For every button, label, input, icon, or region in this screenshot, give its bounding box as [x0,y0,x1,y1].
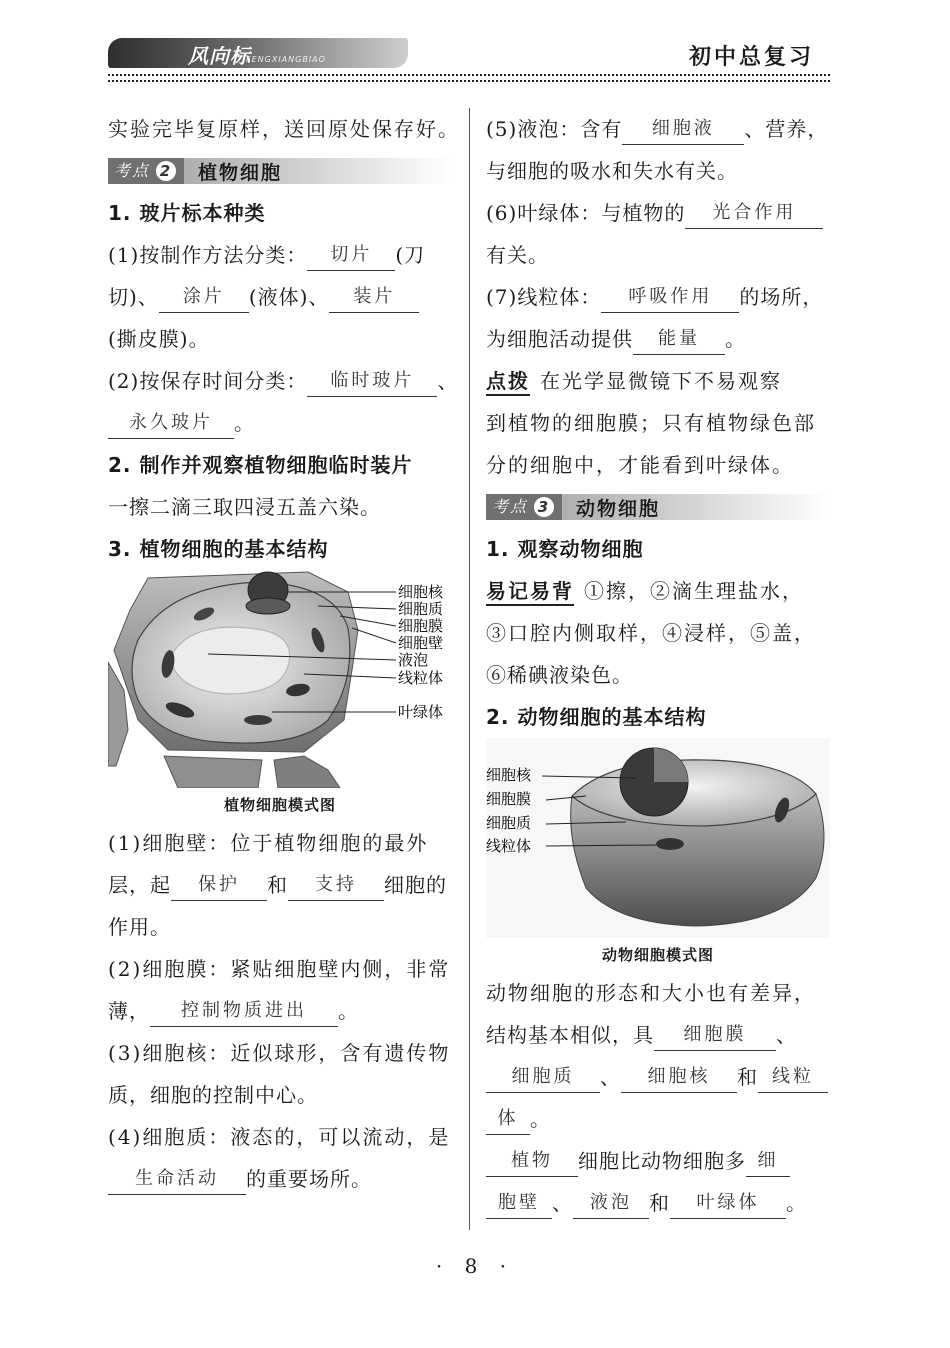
text-line: (7)线粒体： 呼吸作用 的场所， [486,276,830,318]
header-divider-2 [108,80,830,82]
answer-blank: 体 [486,1106,530,1135]
text-line: 有关。 [486,243,549,267]
animal-label-mitochondria: 线粒体 [486,837,532,855]
answer-blank: 细 [746,1148,790,1177]
text-line: 切)、 涂片 (液体)、 装片 [108,276,452,318]
section-label: 考点 [486,494,532,520]
subheading: 2. 动物细胞的基本结构 [486,705,707,729]
memo-line: ⑥稀碘液染色。 [486,663,633,687]
text-line: 质，细胞的控制中心。 [108,1083,318,1107]
text-line: (1)按制作方法分类： 切片 (刀 [108,234,452,276]
text-line: 植物 细胞比动物细胞多 细 [486,1140,830,1182]
answer-blank: 支持 [288,872,384,901]
plant-label-vacuole: 液泡 [398,651,429,669]
plant-cell-figure [108,570,452,788]
answer-blank: 装片 [329,284,419,313]
text-line: 生命活动 的重要场所。 [108,1158,452,1200]
tip-label: 点拨 [486,369,530,396]
answer-blank: 能量 [633,326,725,355]
answer-blank: 生命活动 [108,1166,246,1195]
plant-label-membrane: 细胞膜 [398,617,444,635]
brand-subtitle: FENGXIANGBIAO [246,55,326,64]
left-column [108,108,460,1200]
text-line: 体 。 [486,1098,830,1140]
answer-blank: 细胞核 [621,1064,737,1093]
text-line: (5)液泡：含有 细胞液 、营养， [486,108,830,150]
book-title: 初中总复习 [688,45,814,70]
section-title: 植物细胞 [198,161,283,184]
answer-blank: 液泡 [573,1190,649,1219]
answer-blank: 胞壁 [486,1190,552,1219]
section-header-2 [108,158,452,184]
answer-blank: 涂片 [159,284,249,313]
column-divider [469,108,470,1230]
text-line: 细胞质 、 细胞核 和 线粒 [486,1056,830,1098]
figure-caption: 植物细胞模式图 [223,796,336,814]
right-column [486,108,830,1224]
text-line: 永久玻片 。 [108,402,452,444]
plant-label-cytoplasm: 细胞质 [398,600,444,618]
tip-line: 分的细胞中，才能看到叶绿体。 [486,453,794,477]
subheading: 2. 制作并观察植物细胞临时装片 [108,453,413,477]
text-line: 实验完毕复原样，送回原处保存好。 [108,117,460,141]
answer-blank: 临时玻片 [307,368,437,397]
memo-line: 易记易背 ①擦，②滴生理盐水， [486,570,830,612]
text-line: 一擦二滴三取四浸五盖六染。 [108,495,381,519]
answer-blank: 植物 [486,1148,578,1177]
animal-label-nucleus: 细胞核 [486,766,532,784]
answer-blank: 叶绿体 [670,1190,786,1219]
answer-blank: 细胞膜 [654,1022,776,1051]
answer-blank: 保护 [171,872,267,901]
answer-blank: 细胞液 [622,116,744,145]
plant-label-wall: 细胞壁 [398,634,444,652]
section-title: 动物细胞 [576,497,661,520]
text-line: (2)细胞膜：紧贴细胞壁内侧，非常 [108,957,451,981]
answer-blank: 光合作用 [685,200,823,229]
brand-logo: 风向标 [188,44,251,68]
text-line: 与细胞的吸水和失水有关。 [486,159,738,183]
answer-blank: 线粒 [758,1064,828,1093]
text-line: 薄， 控制物质进出 。 [108,990,452,1032]
text-line: 为细胞活动提供 能量 。 [486,318,830,360]
tip-line: 到植物的细胞膜；只有植物绿色部 [486,411,816,435]
text-line: (4)细胞质：液态的，可以流动，是 [108,1125,451,1149]
text-line: (6)叶绿体：与植物的 光合作用 [486,192,830,234]
answer-blank: 永久玻片 [108,410,234,439]
subheading: 1. 观察动物细胞 [486,537,644,561]
text-line: (2)按保存时间分类： 临时玻片 、 [108,360,452,402]
subheading: 3. 植物细胞的基本结构 [108,537,329,561]
animal-label-cytoplasm: 细胞质 [486,814,532,832]
text-line: (3)细胞核：近似球形，含有遗传物 [108,1041,451,1065]
subheading: 1. 玻片标本种类 [108,201,266,225]
text-line: 层，起 保护 和 支持 细胞的 [108,864,452,906]
text-line: (1)细胞壁：位于植物细胞的最外 [108,831,429,855]
answer-blank: 切片 [307,242,395,271]
text-line: 结构基本相似，具 细胞膜 、 [486,1014,830,1056]
section-number: 2 [156,161,176,181]
section-header-3 [486,494,830,520]
animal-label-membrane: 细胞膜 [486,790,532,808]
answer-blank: 呼吸作用 [601,284,739,313]
plant-label-nucleus: 细胞核 [398,583,444,601]
header-divider [108,74,830,76]
text-line: (撕皮膜)。 [108,327,210,351]
section-label: 考点 [108,158,154,184]
text-line: 作用。 [108,915,171,939]
plant-cell-diagram [108,570,452,788]
plant-label-mitochondria: 线粒体 [398,669,444,687]
animal-cell-diagram [486,738,830,938]
memo-label: 易记易背 [486,579,574,606]
answer-blank: 细胞质 [486,1064,600,1093]
answer-blank: 控制物质进出 [150,998,338,1027]
tip-line: 点拨 在光学显微镜下不易观察 [486,360,830,402]
text-line: 胞壁 、 液泡 和 叶绿体 。 [486,1182,830,1224]
memo-line: ③口腔内侧取样，④浸样，⑤盖， [486,621,816,645]
plant-label-chloroplast: 叶绿体 [398,703,444,721]
figure-caption: 动物细胞模式图 [601,946,714,964]
text-line: 动物细胞的形态和大小也有差异， [486,981,816,1005]
page-number: · 8 · [435,1254,515,1278]
animal-cell-figure [486,738,830,938]
section-number: 3 [534,497,554,517]
